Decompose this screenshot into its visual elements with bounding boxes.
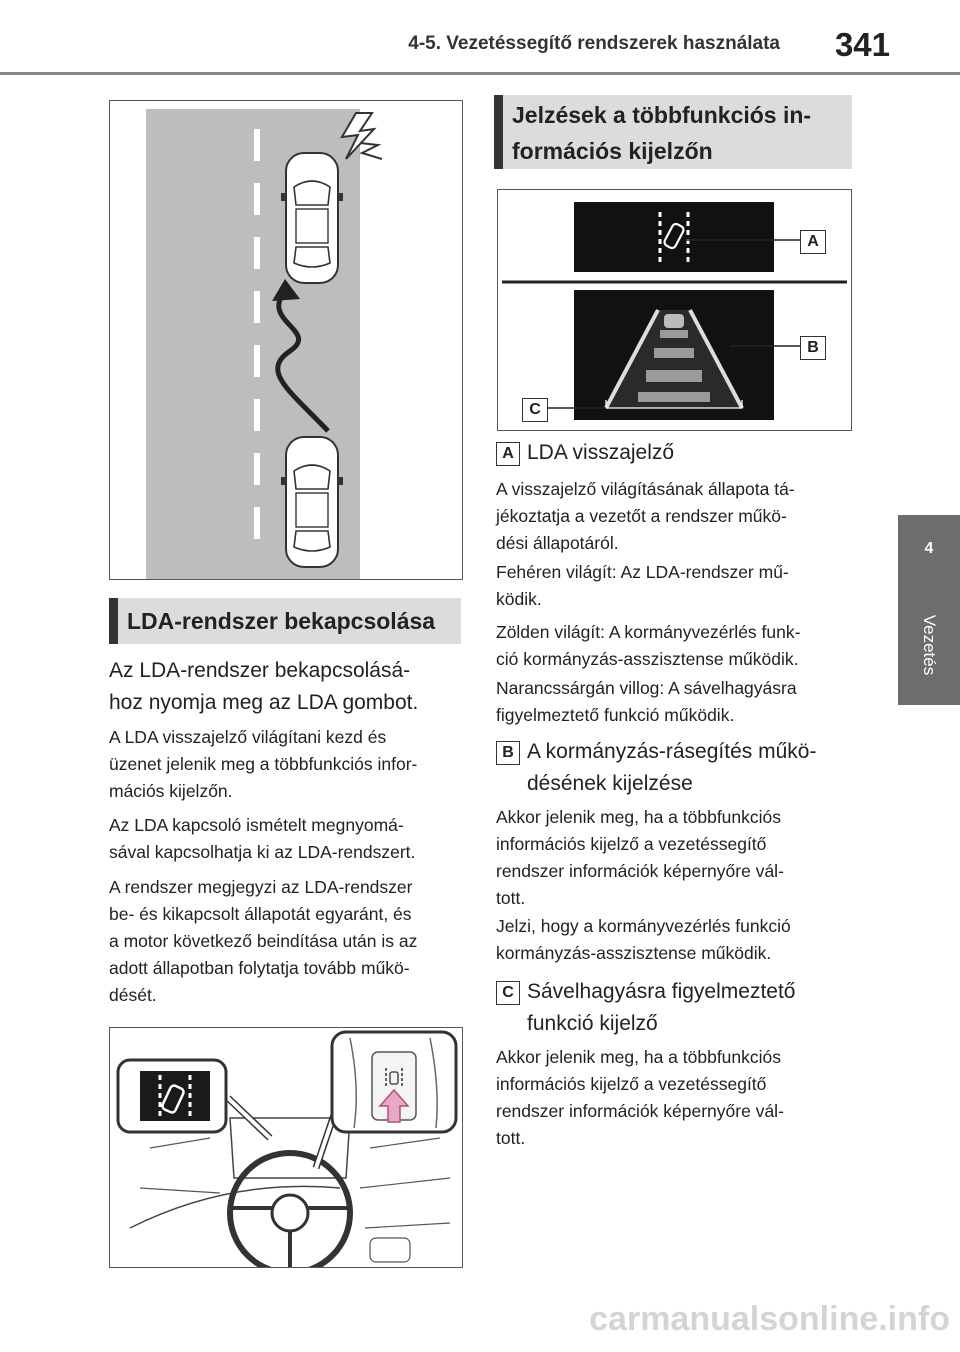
section-heading-lda-on <box>109 598 461 644</box>
text-line: Zölden világít: A kormányvezérlés funk- <box>496 622 801 642</box>
section-heading-display <box>494 95 852 169</box>
watermark: carmanualsonline.info <box>589 1300 950 1338</box>
text-line: A LDA visszajelző világítani kezd és <box>109 727 387 747</box>
dashboard-graphic <box>110 1028 462 1267</box>
text-line: dési állapotáról. <box>496 533 619 553</box>
text-line: jékoztatja a vezetőt a rendszer műkö- <box>496 506 787 526</box>
page-number: 341 <box>834 26 890 63</box>
text-line: rendszer információk képernyőre vál- <box>496 1101 784 1121</box>
section-heading-text: LDA-rendszer bekapcsolása <box>127 608 436 634</box>
section-heading-bar <box>109 598 118 644</box>
item-c-paragraph-1 <box>496 1044 856 1152</box>
text-line: információs kijelző a vezetéssegítő <box>496 1074 767 1094</box>
text-line: be- és kikapcsolt állapotát egyaránt, és <box>109 904 412 924</box>
side-tab-label <box>898 600 960 690</box>
side-tab-label-text: Vezetés <box>920 614 939 676</box>
title-line: LDA visszajelző <box>527 441 675 464</box>
text-line: ció kormányzás-asszisztense működik. <box>496 649 799 669</box>
text-line: rendszer információk képernyőre vál- <box>496 861 784 881</box>
item-a-paragraph-4 <box>496 675 856 729</box>
diagram-label-c: C <box>522 398 548 422</box>
text-line: dését. <box>109 985 157 1005</box>
item-b-paragraph-2 <box>496 913 856 967</box>
text-line: kormányzás-asszisztense működik. <box>496 943 772 963</box>
text-line: Akkor jelenik meg, ha a többfunkciós <box>496 807 782 827</box>
item-letter-b: B <box>496 741 520 765</box>
text-line: mációs kijelzőn. <box>109 781 233 801</box>
text-line: adott állapotban folytatja tovább műkö- <box>109 958 410 978</box>
text-line: tott. <box>496 1128 526 1148</box>
title-line: désének kijelzése <box>527 772 693 795</box>
car-lower <box>281 437 343 567</box>
text-line: ködik. <box>496 589 542 609</box>
side-tab-number: 4 <box>924 540 934 557</box>
dashboard-illustration <box>109 1027 463 1268</box>
text-line: A rendszer megjegyzi az LDA-rendszer <box>109 877 413 897</box>
text-line: A visszajelző világításának állapota tá- <box>496 479 795 499</box>
vehicle-ahead-icon <box>664 314 684 328</box>
heading-line: formációs kijelzőn <box>512 138 713 164</box>
lda-on-lead <box>109 655 469 719</box>
section-heading-bar <box>494 95 503 169</box>
title-line: funkció kijelző <box>527 1012 658 1035</box>
item-a-paragraph-1 <box>496 476 856 557</box>
text-line: üzenet jelenik meg a többfunkciós infor- <box>109 754 418 774</box>
text-line: Akkor jelenik meg, ha a többfunkciós <box>496 1047 782 1067</box>
heading-line: Jelzések a többfunkciós in- <box>512 102 812 128</box>
item-a-paragraph-2 <box>496 559 856 613</box>
item-a-paragraph-3 <box>496 619 856 673</box>
road-graphic <box>110 101 462 579</box>
text-line: Jelzi, hogy a kormányvezérlés funkció <box>496 916 791 936</box>
text-line: információs kijelző a vezetéssegítő <box>496 834 767 854</box>
text-line: Fehéren világít: Az LDA-rendszer mű- <box>496 562 789 582</box>
item-letter-a: A <box>496 442 520 466</box>
lane-departure-illustration <box>109 100 463 580</box>
text-line: a motor következő beindítása után is az <box>109 931 418 951</box>
car-upper <box>281 153 343 283</box>
diagram-label-b: B <box>800 336 826 360</box>
chapter-title: 4-5. Vezetéssegítő rendszerek használata <box>408 33 780 54</box>
item-letter-c: C <box>496 981 520 1005</box>
diagram-label-a: A <box>800 230 826 254</box>
item-a-title <box>527 437 857 469</box>
text-line: sával kapcsolhatja ki az LDA-rendszert. <box>109 842 416 862</box>
item-b-paragraph-1 <box>496 804 856 912</box>
lead-line: Az LDA-rendszer bekapcsolásá- <box>109 659 411 682</box>
item-b-title <box>527 736 857 800</box>
multi-info-display-diagram <box>497 189 852 431</box>
header-rule <box>0 72 960 75</box>
lda-indicator-screen <box>140 1071 210 1121</box>
lda-on-paragraph-1 <box>109 724 469 805</box>
text-line: Narancssárgán villog: A sávelhagyásra <box>496 678 797 698</box>
display-graphic <box>498 190 851 430</box>
text-line: figyelmeztető funkció működik. <box>496 705 735 725</box>
item-c-title <box>527 976 857 1040</box>
section-heading-text <box>512 97 811 169</box>
lda-on-paragraph-3 <box>109 874 469 1009</box>
display-top-screen <box>574 202 774 272</box>
lda-on-paragraph-2 <box>109 812 469 866</box>
text-line: tott. <box>496 888 526 908</box>
title-line: A kormányzás-rásegítés műkö- <box>527 740 817 763</box>
lead-line: hoz nyomja meg az LDA gombot. <box>109 691 419 714</box>
title-line: Sávelhagyásra figyelmeztető <box>527 980 796 1003</box>
text-line: Az LDA kapcsoló ismételt megnyomá- <box>109 815 404 835</box>
